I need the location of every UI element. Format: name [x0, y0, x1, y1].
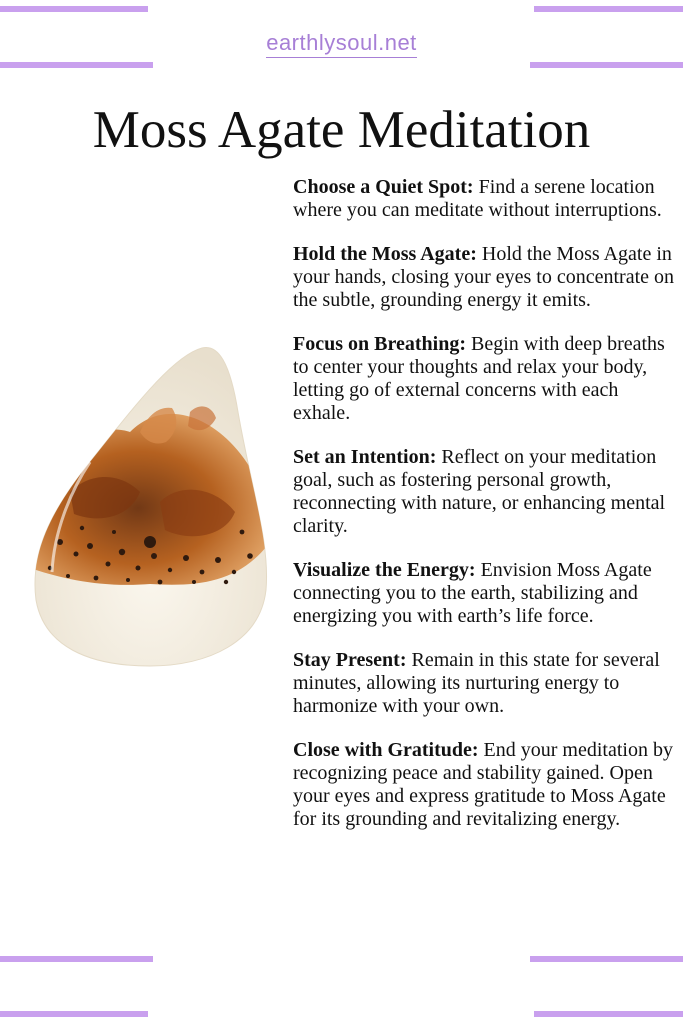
step-title: Set an Intention:	[293, 446, 437, 468]
page-title: Moss Agate Meditation	[92, 101, 591, 159]
step-close-with-gratitude	[293, 739, 675, 831]
decor-bar-lower-left	[0, 956, 153, 962]
step-text: Reflect on your meditation goal, such as fostering personal growth, reconnecting with nature, or enhancing mental clarity.	[293, 446, 666, 537]
step-text: Hold the Moss Agate in your hands, closing your eyes to concentrate on the subtle, grounding energy it emits.	[293, 243, 675, 311]
step-focus-on-breathing	[293, 333, 675, 425]
decor-bar-upper-left	[0, 62, 153, 68]
decor-bar-top-left	[0, 6, 148, 12]
brand-logo[interactable]	[0, 30, 683, 56]
meditation-steps	[293, 176, 675, 852]
step-text: End your meditation by recognizing peace and stability gained. Open your eyes and express gratitude to Moss Agate for its grounding and revitalizing energy.	[293, 739, 673, 830]
step-text: Remain in this state for several minutes, allowing its nurturing energy to harmonize with your own.	[293, 649, 660, 717]
brand-logo-text: earthlysoul.net	[266, 30, 417, 58]
step-visualize-energy	[293, 559, 675, 628]
step-title: Choose a Quiet Spot:	[293, 176, 474, 198]
step-title: Visualize the Energy:	[293, 559, 476, 581]
step-title: Stay Present:	[293, 649, 407, 671]
step-set-intention	[293, 446, 675, 538]
step-title: Close with Gratitude:	[293, 739, 479, 761]
decor-bar-top-right	[534, 6, 683, 12]
decor-bar-lower-right	[530, 956, 683, 962]
moss-agate-image	[30, 342, 270, 672]
decor-bar-bottom-right	[534, 1011, 683, 1017]
step-text: Envision Moss Agate connecting you to the earth, stabilizing and energizing you with earth’s life force.	[293, 559, 652, 627]
step-text: Find a serene location where you can meditate without interruptions.	[293, 176, 662, 221]
step-title: Hold the Moss Agate:	[293, 243, 477, 265]
decor-bar-bottom-left	[0, 1011, 148, 1017]
step-text: Begin with deep breaths to center your thoughts and relax your body, letting go of external concerns with each exhale.	[293, 333, 665, 424]
decor-bar-upper-right	[530, 62, 683, 68]
step-stay-present	[293, 649, 675, 718]
step-title: Focus on Breathing:	[293, 333, 466, 355]
step-hold-moss-agate	[293, 243, 675, 312]
step-choose-quiet-spot	[293, 176, 675, 222]
